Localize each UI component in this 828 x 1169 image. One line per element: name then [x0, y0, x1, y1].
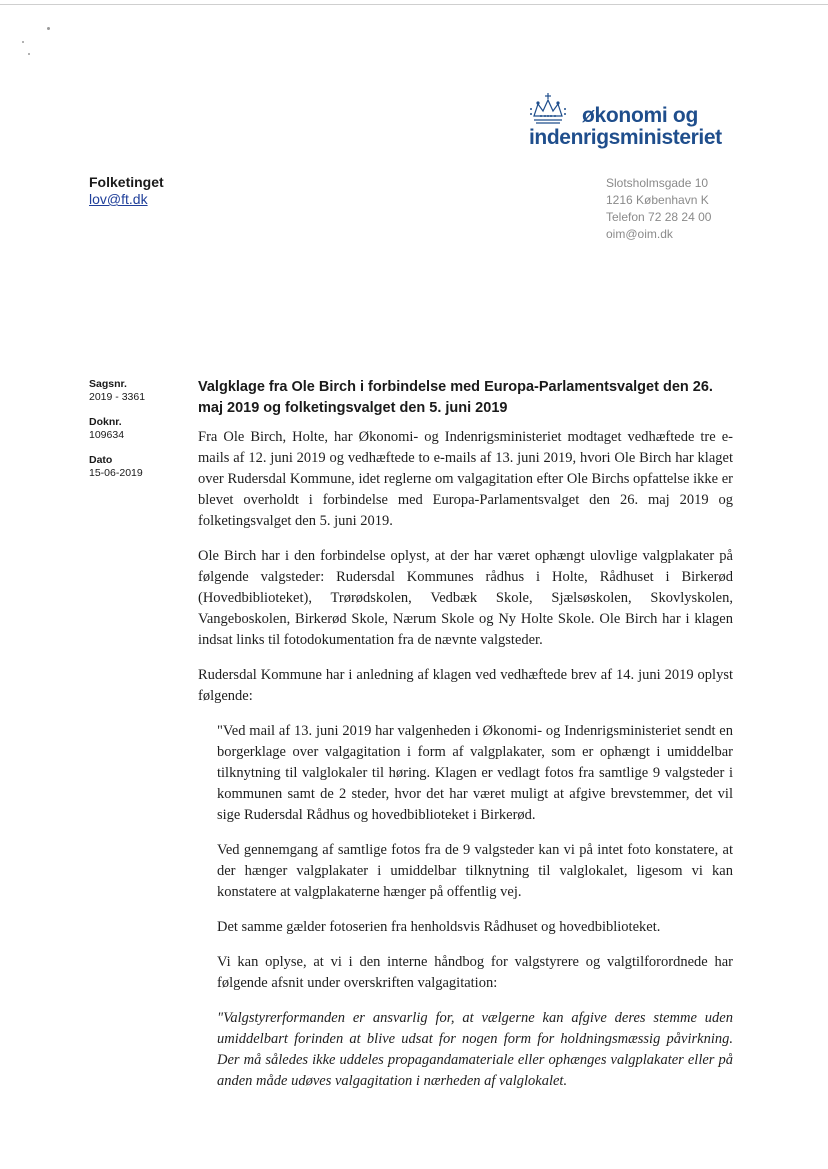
document-metadata [89, 378, 145, 492]
recipient-block [89, 174, 164, 208]
sender-phone: Telefon 72 28 24 00 [606, 210, 712, 224]
logo-text-line1: økonomi og [582, 104, 698, 127]
body-paragraph: Rudersdal Kommune har i anledning af klagen ved vedhæftede brev af 14. juni 2019 oplyst følgende: [198, 667, 733, 704]
logo-text-line2: indenrigsministeriet [529, 126, 722, 149]
scan-speck [22, 41, 24, 43]
letter-subject: Valgklage fra Ole Birch i forbindelse med Europa-Parlamentsvalget den 26. maj 2019 og folketingsvalget den 5. juni 2019 [198, 379, 713, 416]
dato-label: Dato [89, 454, 113, 466]
sender-email: oim@oim.dk [606, 227, 673, 241]
sender-address [606, 175, 711, 243]
sagsnr-label: Sagsnr. [89, 378, 127, 390]
body-paragraph: Fra Ole Birch, Holte, har Økonomi- og Indenrigsministeriet modtaget vedhæftede tre e-mails af 12. juni 2019 og vedhæftede to e-mails af 13. juni 2019, hvori Ole Birch har klaget over Rudersdal Kommune, idet reglerne om valgagitation efter Ole Birchs opfattelse ikke er blevet overholdt i forbindelse med Europa-Parlamentsvalget den 26. maj 2019 og folketingsvalget den 5. juni 2019. [198, 429, 733, 529]
letter-body [198, 427, 733, 1106]
quote-paragraph: "Ved mail af 13. juni 2019 har valgenheden i Økonomi- og Indenrigsministeriet sendt en borgerklage over valgagitation i form af valgplakater, som er ophængt i umiddelbar tilknytning til valglokaler til høring. Klagen er vedlagt fotos fra samtlige 9 valgsteder i kommunen samt de 2 steder, hvor det har været muligt at afgive brevstemmer, det vil sige Rudersdal Rådhus og hovedbiblioteket i Birkerød. [217, 723, 733, 823]
sagsnr-value: 2019 - 3361 [89, 391, 146, 403]
scan-edge-line [0, 4, 828, 5]
sender-street: Slotsholmsgade 10 [606, 176, 709, 190]
recipient-name: Folketinget [89, 174, 164, 190]
quote-paragraph: Det samme gælder fotoserien fra henholdsvis Rådhuset og hovedbiblioteket. [217, 919, 661, 935]
scan-speck [28, 53, 30, 55]
doknr-label: Doknr. [89, 416, 122, 428]
recipient-email-link[interactable]: lov@ft.dk [89, 191, 148, 207]
dato-value: 15-06-2019 [89, 467, 143, 479]
quote-paragraph: Vi kan oplyse, at vi i den interne håndbog for valgstyrere og valgtilforordnede har følgende afsnit under overskriften valgagitation: [217, 954, 733, 991]
sender-city: 1216 København K [606, 193, 709, 207]
crown-icon [528, 92, 568, 126]
quote-italic-paragraph: "Valgstyrerformanden er ansvarlig for, at vælgerne kan afgive deres stemme uden umiddelbart forinden at blive udsat for nogen form for holdningsmæssig påvirkning. Der må således ikke uddeles propagandamateriale eller ophænges valgplakater eller på anden måde udøves valgagitation i nærheden af valglokalet. [217, 1010, 733, 1089]
quoted-statement [217, 721, 733, 1092]
scan-speck [47, 27, 50, 30]
quote-paragraph: Ved gennemgang af samtlige fotos fra de 9 valgsteder kan vi på intet foto konstatere, at der hænger valgplakater i umiddelbar tilknytning til valglokalet, ligesom vi kan konstatere at valgplakaterne hænger på offentlig vej. [217, 842, 733, 900]
doknr-value: 109634 [89, 429, 125, 441]
body-paragraph: Ole Birch har i den forbindelse oplyst, at der har været ophængt ulovlige valgplakater på følgende valgsteder: Rudersdal Kommunes rådhus i Holte, Rådhuset i Birkerød (Hovedbiblioteket), Trørødskolen, Vedbæk Skole, Sjælsøskolen, Skovlyskolen, Vangeboskolen, Birkerød Skole, Nærum Skole og Ny Holte Skole. Ole Birch har i klagen indsat links til fotodokumentation fra de nævnte valgsteder. [198, 548, 733, 648]
ministry-logo [528, 92, 738, 162]
